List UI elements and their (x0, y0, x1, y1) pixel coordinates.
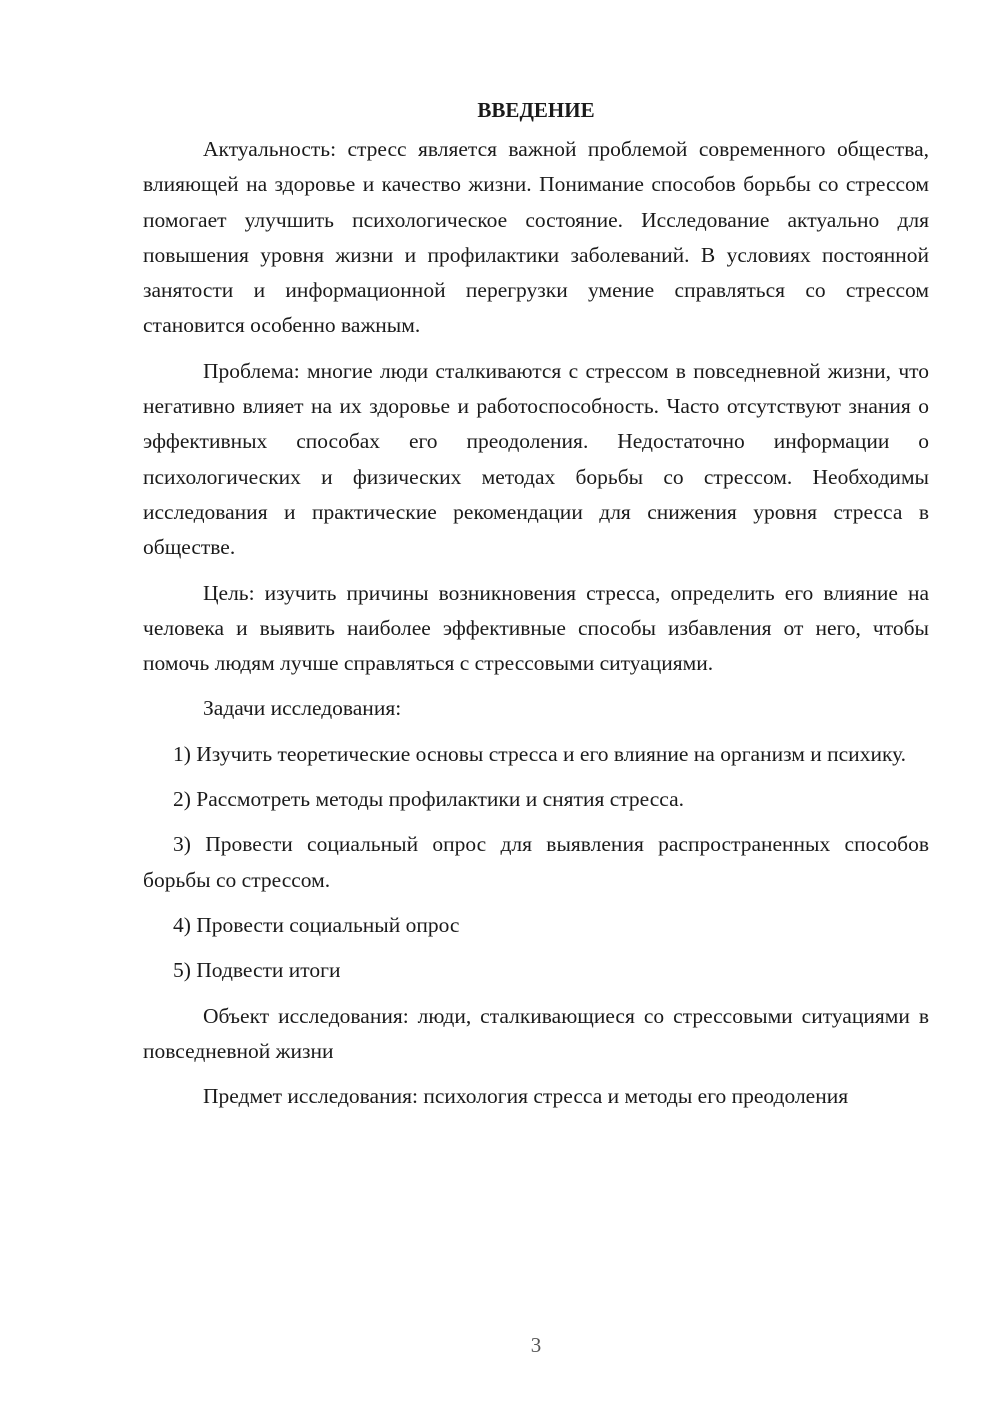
task-item-2: 2) Рассмотреть методы профилактики и снятия стресса. (173, 787, 685, 812)
goal-paragraph: Цель: изучить причины возникновения стресса, определить его влияние на человека и выявить наиболее эффективные способы избавления от него, чтобы помочь людям лучше справляться с стрессовыми ситуациями. (143, 580, 929, 676)
page-number: 3 (530, 1333, 542, 1357)
task-item-1: 1) Изучить теоретические основы стресса и его влияние на организм и психику. (173, 741, 907, 766)
task-item-4: 4) Провести социальный опрос (173, 912, 460, 937)
relevance-paragraph: Актуальность: стресс является важной проблемой современного общества, влияющей на здоровье и качество жизни. Понимание способов борьбы со стрессом помогает улучшить психологическое состояние. Исследование актуально для повышения уровня жизни и профилактики заболеваний. В условиях постоянной занятости и информационной перегрузки умение справляться со стрессом становится особенно важным. (143, 137, 929, 338)
page-content (143, 92, 929, 1124)
task-item-5: 5) Подвести итоги (173, 958, 341, 983)
tasks-heading: Задачи исследования: (203, 696, 402, 721)
section-title: ВВЕДЕНИЕ (477, 98, 595, 122)
object-paragraph: Объект исследования: люди, сталкивающиеся со стрессовыми ситуациями в повседневной жизни (143, 1003, 929, 1063)
subject-paragraph: Предмет исследования: психология стресса и методы его преодоления (203, 1084, 849, 1109)
problem-paragraph: Проблема: многие люди сталкиваются с стрессом в повседневной жизни, что негативно влияет на их здоровье и работоспособность. Часто отсутствуют знания о эффективных способах его преодоления. Недостаточно информации о психологических и физических методах борьбы со стрессом. Необходимы исследования и практические рекомендации для снижения уровня стресса в обществе. (143, 358, 929, 560)
task-item-3: 3) Провести социальный опрос для выявления распространенных способов борьбы со стрессом. (143, 832, 929, 892)
